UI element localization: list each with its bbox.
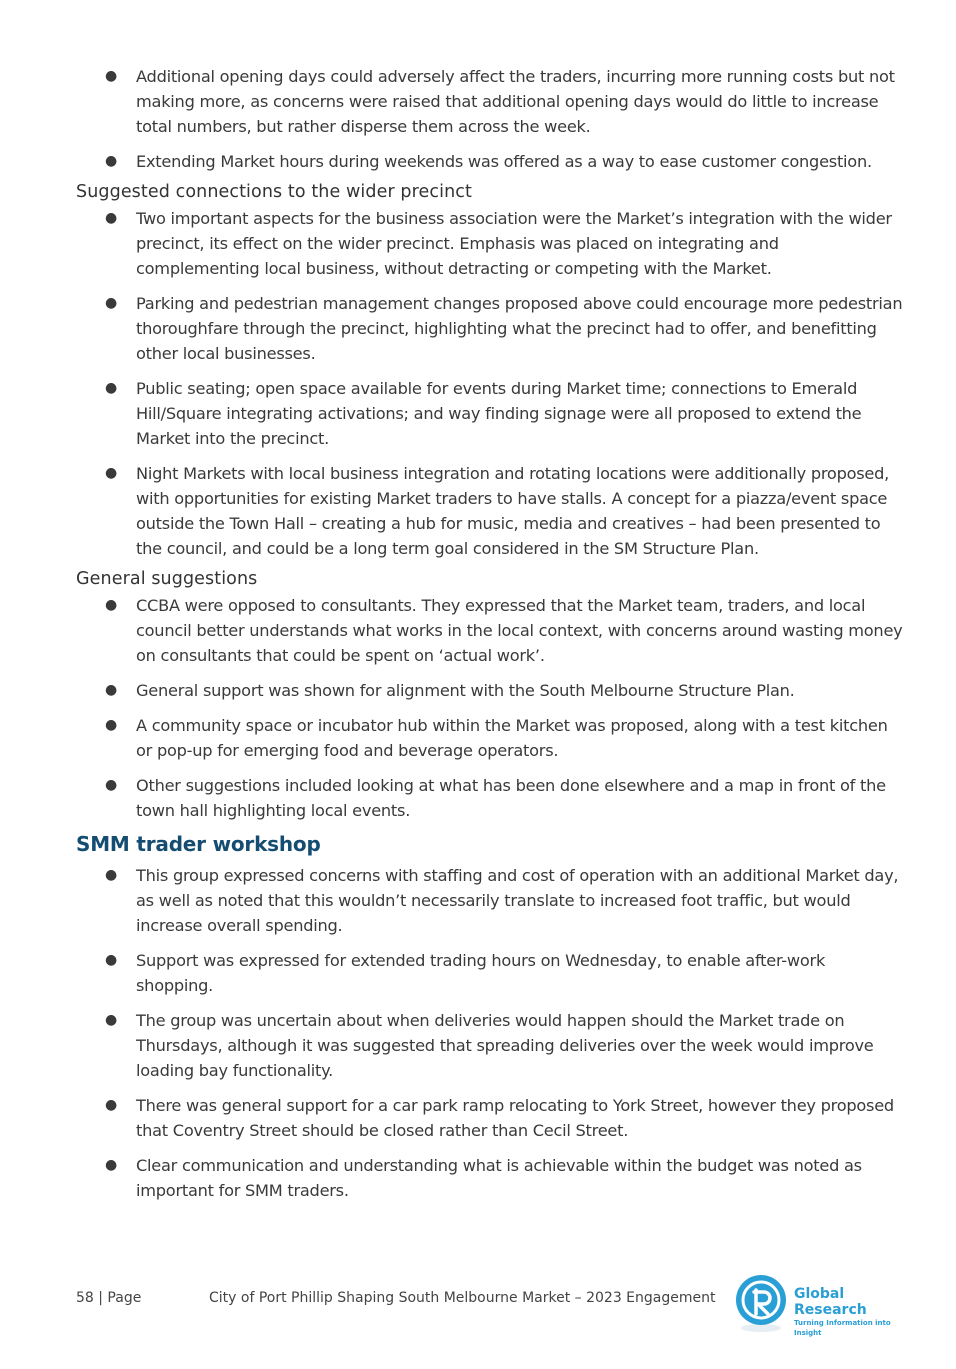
gr-monogram-icon — [732, 1272, 790, 1334]
logo-tagline: Turning Information into Insight — [794, 1319, 891, 1337]
list-item-text: Extending Market hours during weekends was offered as a way to ease customer congestion. — [136, 152, 872, 171]
list-item-text: Two important aspects for the business association were the Market’s integration with the wider precinct, its effect on the wider precinct. Emphasis was placed on integrating and complementing local business, without detracting or competing with the Market. — [136, 209, 892, 278]
global-research-logo — [732, 1272, 908, 1338]
list-item — [76, 64, 906, 139]
bullet-icon: ● — [105, 210, 117, 226]
logo-name: Global Research — [794, 1286, 867, 1318]
list-item — [76, 291, 906, 366]
list-item — [76, 863, 906, 938]
page-number: 58 | Page — [76, 1290, 142, 1306]
list-item-text: There was general support for a car park ramp relocating to York Street, however they proposed that Coventry Street should be closed rather than Cecil Street. — [136, 1096, 894, 1140]
bullet-icon: ● — [105, 952, 117, 968]
list-item-text: Parking and pedestrian management changes proposed above could encourage more pedestrian thoroughfare through the precinct, highlighting what the precinct had to offer, and benefitting other local businesses. — [136, 294, 903, 363]
bullet-icon: ● — [105, 153, 117, 169]
list-item-text: Additional opening days could adversely affect the traders, incurring more running costs but not making more, as concerns were raised that additional opening days would do little to increase total numbers, but rather disperse them across the week. — [136, 67, 895, 136]
section-heading: General suggestions — [76, 569, 258, 589]
list-item-text: Clear communication and understanding what is achievable within the budget was noted as important for SMM traders. — [136, 1156, 862, 1200]
workshop-title: SMM trader workshop — [76, 832, 321, 856]
list-item-text: This group expressed concerns with staffing and cost of operation with an additional Market day, as well as noted that this wouldn’t necessarily translate to increased foot traffic, but would increase overall spending. — [136, 866, 899, 935]
section-heading: Suggested connections to the wider precinct — [76, 182, 472, 202]
list-item — [76, 149, 906, 174]
page-content — [76, 64, 906, 1213]
list-item — [76, 713, 906, 763]
list-item — [76, 1153, 906, 1203]
list-item-text: General support was shown for alignment with the South Melbourne Structure Plan. — [136, 681, 795, 700]
list-item — [76, 773, 906, 823]
list-item-text: A community space or incubator hub within the Market was proposed, along with a test kitchen or pop-up for emerging food and beverage operators. — [136, 716, 888, 760]
bullet-icon: ● — [105, 465, 117, 481]
bullet-icon: ● — [105, 1012, 117, 1028]
document-title: City of Port Phillip Shaping South Melbourne Market – 2023 Engagement — [209, 1290, 716, 1306]
bullet-icon: ● — [105, 1097, 117, 1113]
connections-bullet-list — [76, 206, 906, 561]
intro-bullet-list — [76, 64, 906, 174]
bullet-icon: ● — [105, 1157, 117, 1173]
list-item — [76, 206, 906, 281]
list-item-text: Other suggestions included looking at what has been done elsewhere and a map in front of the town hall highlighting local events. — [136, 776, 886, 820]
bullet-icon: ● — [105, 295, 117, 311]
list-item — [76, 376, 906, 451]
bullet-icon: ● — [105, 867, 117, 883]
bullet-icon: ● — [105, 777, 117, 793]
bullet-icon: ● — [105, 717, 117, 733]
list-item — [76, 1093, 906, 1143]
general-bullet-list — [76, 593, 906, 823]
list-item — [76, 948, 906, 998]
bullet-icon: ● — [105, 380, 117, 396]
list-item-text: CCBA were opposed to consultants. They expressed that the Market team, traders, and local council better understands what works in the local context, with concerns around wasting money on consultants that could be spent on ‘actual work’. — [136, 596, 903, 665]
bullet-icon: ● — [105, 682, 117, 698]
list-item-text: Support was expressed for extended trading hours on Wednesday, to enable after-work shopping. — [136, 951, 826, 995]
workshop-bullet-list — [76, 863, 906, 1203]
list-item — [76, 1008, 906, 1083]
list-item-text: Night Markets with local business integration and rotating locations were additionally proposed, with opportunities for existing Market traders to have stalls. A concept for a piazza/event space outside the Town Hall – creating a hub for music, media and creatives – had been presented to the council, and could be a long term goal considered in the SM Structure Plan. — [136, 464, 890, 558]
list-item — [76, 678, 906, 703]
page-footer — [76, 1288, 908, 1348]
list-item-text: The group was uncertain about when deliveries would happen should the Market trade on Thursdays, although it was suggested that spreading deliveries over the week would improve loading bay functionality. — [136, 1011, 874, 1080]
list-item-text: Public seating; open space available for events during Market time; connections to Emerald Hill/Square integrating activations; and way finding signage were all proposed to extend the Market into the precinct. — [136, 379, 862, 448]
bullet-icon: ● — [105, 68, 117, 84]
bullet-icon: ● — [105, 597, 117, 613]
list-item — [76, 461, 906, 561]
list-item — [76, 593, 906, 668]
